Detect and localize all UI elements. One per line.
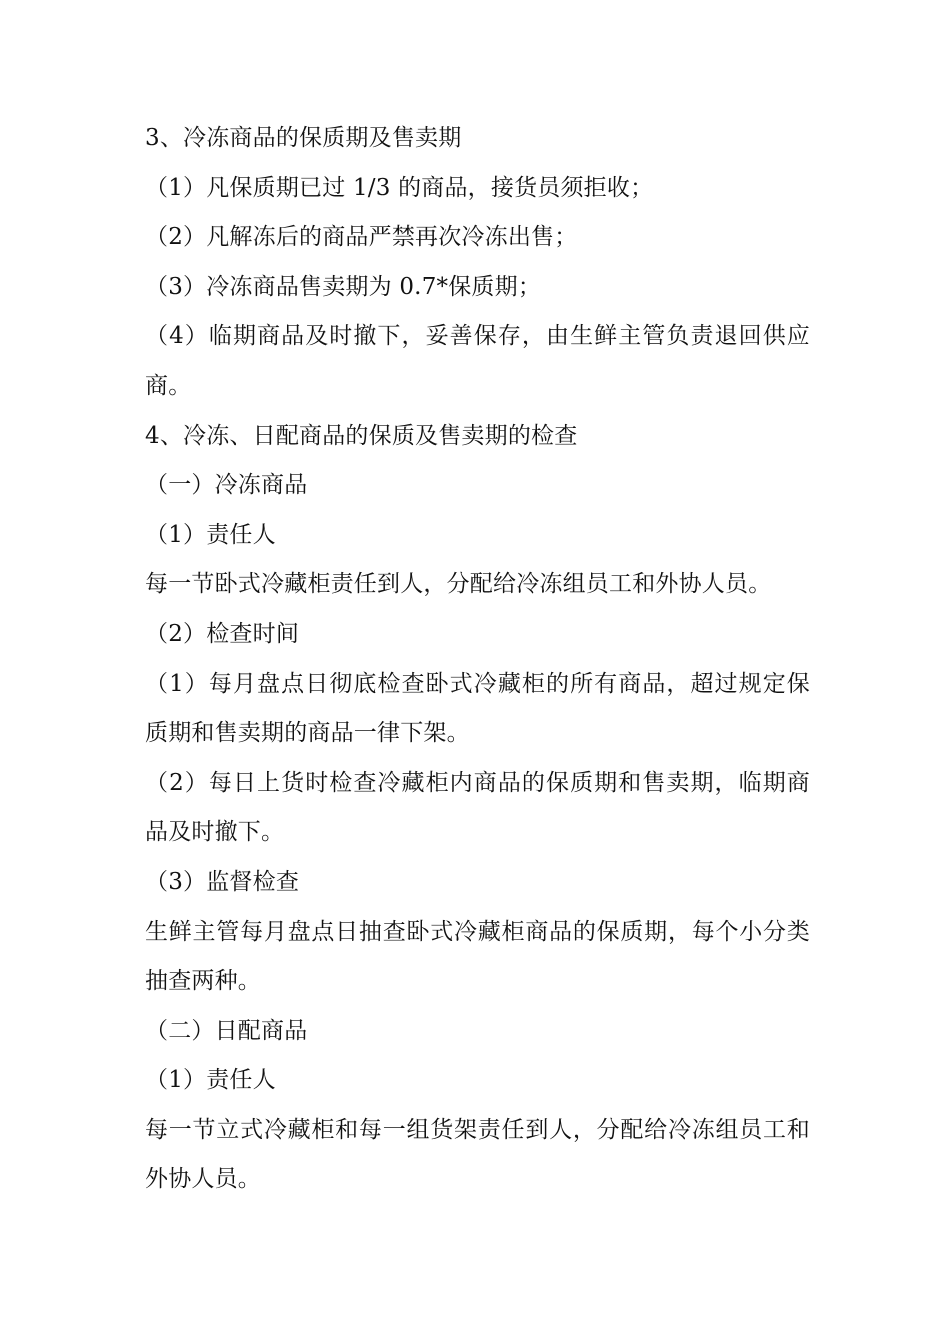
text-line: 每一节立式冷藏柜和每一组货架责任到人，分配给冷冻组员工和 xyxy=(145,1116,810,1143)
text-line: （1）责任人 xyxy=(145,521,276,548)
text-line: （3）冷冻商品售卖期为 0.7*保质期； xyxy=(145,273,542,300)
text-line: （2）每日上货时检查冷藏柜内商品的保质期和售卖期，临期商 xyxy=(145,769,810,796)
subsection-heading: （二）日配商品 xyxy=(145,1017,308,1044)
text-line: （2）凡解冻后的商品严禁再次冷冻出售； xyxy=(145,224,578,251)
text-line: 质期和售卖期的商品一律下架。 xyxy=(145,720,470,747)
text-line: 生鲜主管每月盘点日抽查卧式冷藏柜商品的保质期，每个小分类 xyxy=(145,918,810,945)
text-line: 外协人员。 xyxy=(145,1166,261,1193)
text-line: （1）每月盘点日彻底检查卧式冷藏柜的所有商品，超过规定保 xyxy=(145,670,810,697)
text-line: 商。 xyxy=(145,372,192,399)
section-heading-3: 3、冷冻商品的保质期及售卖期 xyxy=(145,125,462,151)
text-line: （1）责任人 xyxy=(145,1067,276,1094)
document-body xyxy=(145,114,810,1205)
text-line: （3）监督检查 xyxy=(145,868,300,895)
text-line: （1）凡保质期已过 1/3 的商品，接货员须拒收； xyxy=(145,174,654,201)
text-line: （4）临期商品及时撤下，妥善保存，由生鲜主管负责退回供应 xyxy=(145,323,810,350)
text-line: （2）检查时间 xyxy=(145,620,300,647)
section-heading-4: 4、冷冻、日配商品的保质及售卖期的检查 xyxy=(145,422,578,449)
subsection-heading: （一）冷冻商品 xyxy=(145,472,308,499)
text-line: 抽查两种。 xyxy=(145,968,261,995)
text-line: 每一节卧式冷藏柜责任到人，分配给冷冻组员工和外协人员。 xyxy=(145,571,772,598)
text-line: 品及时撤下。 xyxy=(145,819,285,846)
